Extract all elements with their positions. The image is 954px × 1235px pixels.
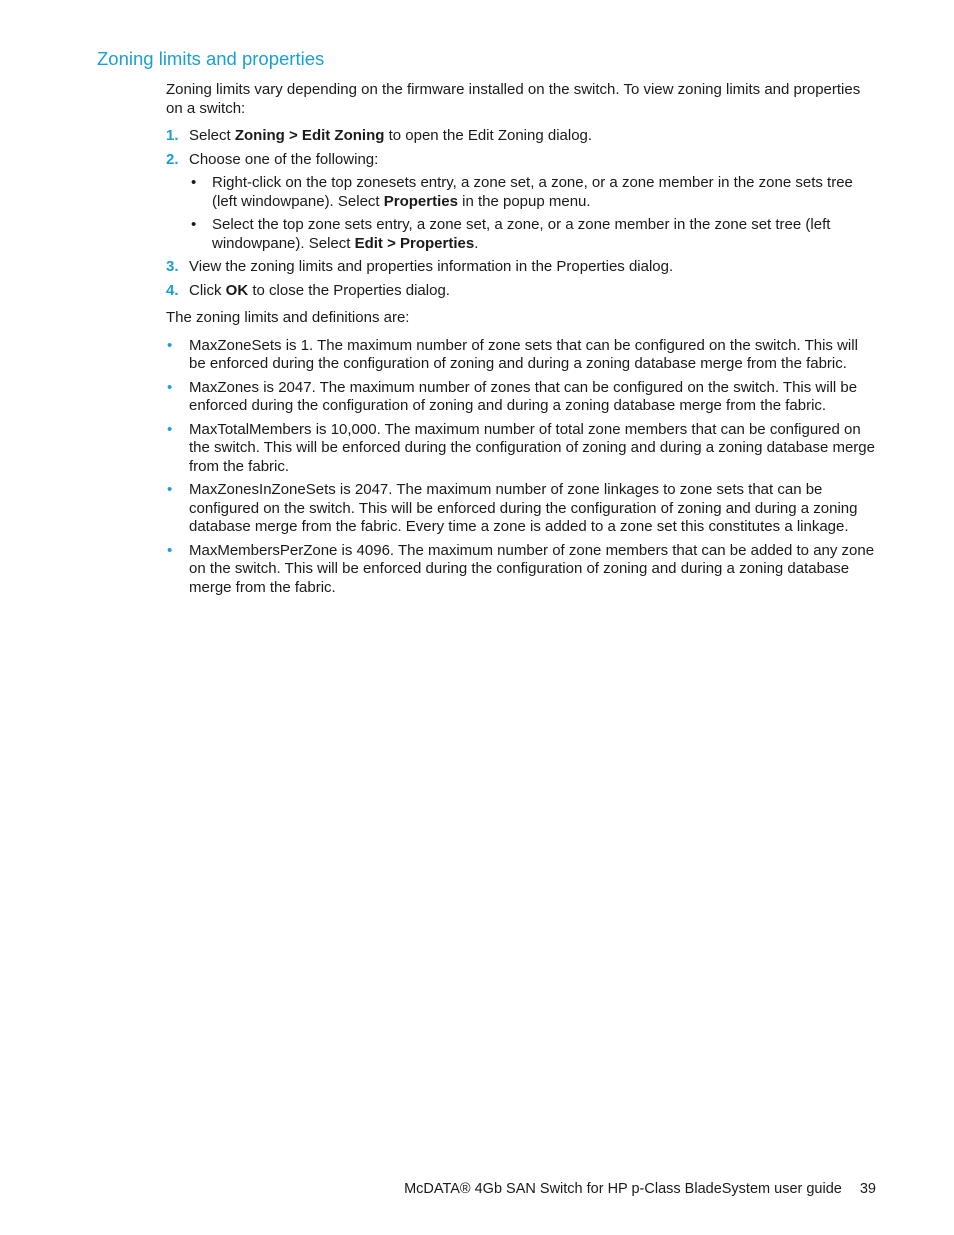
menu-path: Edit > Properties <box>354 234 475 252</box>
option-text: Right-click on the top zonesets entry, a zone set, a zone, or a zone member in the zone sets tree (left windowpane). Select <box>212 174 853 210</box>
bullet-icon: • <box>191 174 197 191</box>
step-number: 3. <box>166 258 179 275</box>
option-text: Select the top zone sets entry, a zone set, a zone, or a zone member in the zone set tree (left windowpane). Select <box>212 216 831 252</box>
step-2 <box>166 151 876 254</box>
section-body <box>166 81 876 602</box>
step-text: View the zoning limits and properties information in the Properties dialog. <box>189 258 674 275</box>
step-text: Click <box>189 281 226 299</box>
procedure-steps <box>166 127 876 300</box>
bullet-icon: • <box>191 216 197 233</box>
definition-item <box>166 379 876 416</box>
section-heading: Zoning limits and properties <box>97 48 325 69</box>
bullet-icon: • <box>167 481 173 498</box>
bullet-icon: • <box>167 420 173 438</box>
step-4 <box>166 282 876 301</box>
page-footer <box>404 1180 876 1199</box>
bullet-icon: • <box>167 541 173 559</box>
step-number: 2. <box>166 150 179 168</box>
definition-item <box>166 542 876 598</box>
step-number: 4. <box>166 281 179 299</box>
step-text: Choose one of the following: <box>189 150 379 168</box>
intro-paragraph: Zoning limits vary depending on the firmware installed on the switch. To view zoning limits and properties on a switch: <box>166 81 861 117</box>
option-item <box>189 174 876 211</box>
option-text: in the popup menu. <box>457 192 591 210</box>
bullet-icon: • <box>167 378 173 396</box>
definitions-intro: The zoning limits and definitions are: <box>166 309 410 326</box>
footer-title: McDATA® 4Gb SAN Switch for HP p-Class BladeSystem user guide <box>404 1181 842 1197</box>
step-1 <box>166 127 876 146</box>
option-text: . <box>474 234 479 252</box>
step-2-options <box>189 174 876 253</box>
menu-path: Zoning > Edit Zoning <box>234 127 385 144</box>
step-text: Select <box>189 127 235 144</box>
definition-text: MaxZonesInZoneSets is 2047. The maximum number of zone linkages to zone sets that can be configured on the switch. This will be enforced during the configuration of zoning and during a zoning database merge from the fabric. Every time a zone is added to a zone set this constitutes a linkage. <box>189 481 858 535</box>
step-number: 1. <box>166 127 179 144</box>
definition-text: MaxZones is 2047. The maximum number of zones that can be configured on the switch. This will be enforced during the configuration of zoning and during a zoning database merge from the fabric. <box>189 378 858 414</box>
definition-text: MaxTotalMembers is 10,000. The maximum number of total zone members that can be configured on the switch. This will be enforced during the configuration of zoning and during a zoning database merge from the fabric. <box>189 420 875 475</box>
option-item <box>189 216 876 253</box>
definition-item <box>166 481 876 537</box>
bullet-icon: • <box>167 336 173 354</box>
button-name: OK <box>225 281 249 299</box>
definition-item <box>166 337 876 374</box>
definition-item <box>166 421 876 477</box>
menu-item: Properties <box>383 192 458 210</box>
definition-text: MaxMembersPerZone is 4096. The maximum number of zone members that can be added to any zone on the switch. This will be enforced during the configuration of zoning and during a zoning database merge from the fabric. <box>189 541 875 596</box>
step-3 <box>166 258 876 277</box>
step-text: to open the Edit Zoning dialog. <box>384 127 593 144</box>
definition-text: MaxZoneSets is 1. The maximum number of zone sets that can be configured on the switch. This will be enforced during the configuration of zoning and during a zoning database merge from the fabric. <box>189 336 858 372</box>
definitions-list <box>166 337 876 598</box>
step-text: to close the Properties dialog. <box>248 281 450 299</box>
page-number: 39 <box>859 1181 876 1197</box>
